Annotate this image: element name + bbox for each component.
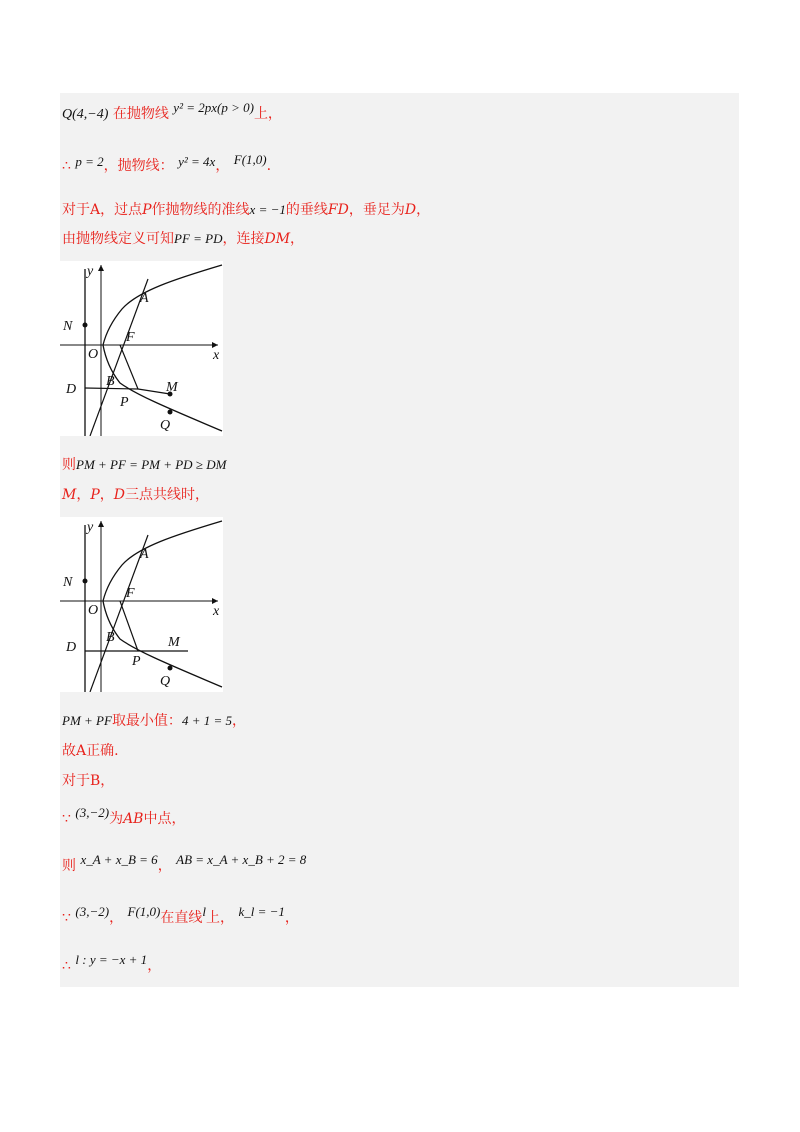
figure-2 (60, 517, 223, 692)
therefore-symbol: ∴ (62, 958, 71, 974)
figure-1 (60, 261, 223, 436)
math-slope: k_l = −1 (238, 904, 285, 919)
math-point: (3,−2) (75, 904, 110, 919)
label-y: y (87, 520, 94, 535)
math-pf-pd: PF = PD (174, 231, 223, 246)
text: 则 (62, 457, 76, 473)
label-p: P (132, 654, 141, 669)
label-a: A (140, 547, 149, 562)
text: ， (147, 958, 162, 974)
text: ，抛物线： (103, 158, 174, 174)
math-sum: 4 + 1 = 5 (181, 713, 232, 728)
label-x: x (213, 604, 220, 619)
line-9 (62, 770, 114, 790)
text: . (266, 158, 272, 174)
text: 在直线 (160, 910, 203, 926)
text: ， (109, 910, 124, 926)
therefore-symbol: ∴ (62, 158, 71, 174)
var-ab: AB (123, 811, 144, 827)
math-xa-xb: x_A + x_B = 6 (80, 852, 158, 867)
line-2 (62, 152, 271, 175)
label-f: F (126, 586, 135, 601)
math-line-l: l (202, 904, 206, 919)
label-o: O (88, 603, 99, 618)
line-1 (62, 100, 282, 123)
line-6 (62, 484, 209, 504)
text: 三点共线时， (125, 487, 209, 503)
text: 由抛物线定义可知 (62, 231, 174, 247)
var-d: D (113, 487, 125, 503)
line-4 (62, 228, 304, 248)
label-m: M (166, 380, 178, 395)
because-symbol: ∵ (62, 910, 71, 926)
label-n: N (63, 575, 73, 590)
math-pm-pf: PM + PF (62, 713, 112, 728)
var-fd: FD (327, 202, 349, 218)
text: 中点， (143, 811, 186, 827)
text: ， (231, 713, 246, 729)
text: ， (157, 858, 172, 874)
math-midpoint: (3,−2) (75, 805, 110, 820)
parabola-diagram-1 (60, 261, 223, 436)
var-p: P (90, 487, 100, 503)
label-f: F (126, 330, 135, 345)
line-10 (62, 805, 185, 828)
label-a: A (140, 291, 149, 306)
text: ， (215, 158, 230, 174)
math-parabola: y² = 2px(p > 0) (173, 100, 254, 115)
math-focus: F(1,0) (233, 152, 267, 167)
math-line-equation: l : y = −x + 1 (75, 952, 148, 967)
text: 对于B， (62, 773, 115, 789)
var-d: D (404, 202, 417, 218)
text: ， (76, 487, 91, 503)
var-p: P (142, 202, 152, 218)
var-m: M (62, 487, 77, 503)
text: 作抛物线的准线 (151, 202, 250, 218)
text: ， (290, 231, 305, 247)
text: ， (284, 910, 299, 926)
label-x: x (213, 348, 220, 363)
math-directrix: x = −1 (249, 202, 286, 217)
text: 取最小值： (111, 713, 182, 729)
var-dm: DM (264, 231, 291, 247)
text: ，连接 (222, 231, 265, 247)
math-point-q: Q(4,−4) (62, 107, 109, 122)
text: 对于A，过点 (62, 202, 143, 218)
text: 上， (253, 106, 282, 122)
label-d: D (66, 382, 77, 397)
label-y: y (87, 264, 94, 279)
text: 在抛物线 (112, 106, 169, 122)
text: ， (416, 202, 431, 218)
text: 的垂线 (285, 202, 328, 218)
text: 则 (62, 858, 76, 874)
line-8 (62, 740, 119, 760)
text: ， (99, 487, 114, 503)
line-7 (62, 710, 246, 730)
label-q: Q (160, 418, 171, 433)
math-inequality: PM + PF = PM + PD ≥ DM (76, 457, 227, 472)
text: 故A正确. (62, 743, 119, 759)
label-b: B (106, 630, 115, 645)
line-13 (62, 952, 161, 975)
text: 上， (206, 910, 234, 926)
math-parabola: y² = 4x (178, 154, 216, 169)
math-p: p = 2 (75, 154, 104, 169)
line-3 (62, 199, 430, 219)
line-12 (62, 904, 299, 927)
text: ，垂足为 (348, 202, 405, 218)
label-n: N (63, 319, 73, 334)
label-b: B (106, 374, 115, 389)
because-symbol: ∵ (62, 811, 71, 827)
label-o: O (88, 347, 99, 362)
parabola-diagram-2 (60, 517, 223, 692)
label-q: Q (160, 674, 171, 689)
label-p: P (120, 395, 129, 410)
text: 为 (109, 811, 124, 827)
label-m: M (168, 635, 180, 650)
line-5 (62, 454, 226, 474)
math-ab-length: AB = x_A + x_B + 2 = 8 (176, 852, 307, 867)
math-focus: F(1,0) (127, 904, 161, 919)
label-d: D (66, 640, 77, 655)
line-11 (62, 852, 306, 875)
